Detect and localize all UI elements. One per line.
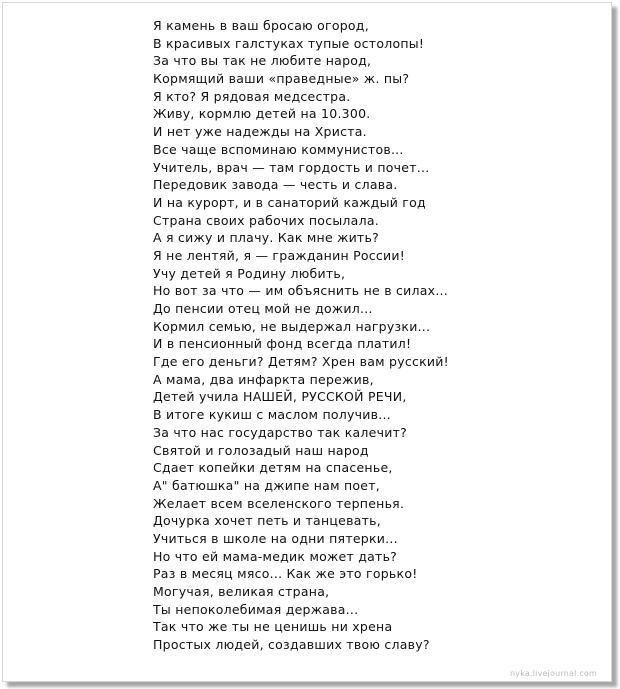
poem-line: Детей учила НАШЕЙ, РУССКОЙ РЕЧИ, (153, 389, 407, 405)
poem-line: Где его деньги? Детям? Хрен вам русский! (153, 354, 449, 370)
poem-line: И нет уже надежды на Христа. (153, 124, 367, 140)
watermark: nyka.livejournal.com (509, 669, 597, 678)
poem-line: Передовик завода — честь и слава. (153, 177, 398, 193)
poem-line: Кормил семью, не выдержал нагрузки... (153, 318, 431, 334)
poem-line: За что нас государство так калечит? (153, 424, 408, 440)
poem-line: Но вот за что — им объяснить не в силах... (153, 283, 448, 299)
poem-line: Сдает копейки детям на спасенье, (153, 460, 393, 476)
poem-line: Ты непоколебимая держава... (153, 601, 359, 617)
poem-line: Желает всем вселенского терпенья. (153, 495, 405, 511)
poem-line: Кормящий ваши «праведные» ж. пы? (153, 71, 410, 87)
poem-line: За что вы так не любите народ, (153, 53, 372, 69)
poem-line: Раз в месяц мясо... Как же это горько! (153, 566, 418, 582)
poem-line: Страна своих рабочих посылала. (153, 212, 379, 228)
poem-line: Могучая, великая страна, (153, 584, 330, 599)
poem-line: В красивых галстуках тупые остолопы! (153, 35, 425, 51)
poem-line: Так что же ты не ценишь ни хрена (153, 619, 393, 635)
poem-line: До пенсии отец мой не дожил... (153, 301, 373, 316)
poem-text (153, 17, 449, 654)
poem-line: Святой и голозадый наш народ (153, 442, 369, 458)
poem-line: А я сижу и плачу. Как мне жить? (153, 230, 380, 246)
poem-line: Я не лентяй, я — гражданин России! (153, 247, 406, 263)
poem-line: Все чаще вспоминаю коммунистов... (153, 141, 404, 157)
poem-line: Дочурка хочет петь и танцевать, (153, 513, 381, 529)
poem-line: В итоге кукиш с маслом получив... (153, 407, 391, 423)
poem-line: Учитель, врач — там гордость и почет... (153, 159, 430, 175)
poem-line: Простых людей, создавших твою славу? (153, 637, 430, 653)
poem-line: Живу, кормлю детей на 10.300. (153, 106, 371, 122)
poem-line: Учиться в школе на одни пятерки... (153, 530, 398, 546)
poem-line: И в пенсионный фонд всегда платил! (153, 336, 412, 352)
image-frame (2, 2, 612, 682)
poem-line: Я кто? Я рядовая медсестра. (153, 88, 351, 104)
poem-line: Но что ей мама-медик может дать? (153, 548, 398, 564)
poem-line: Учу детей я Родину любить, (153, 265, 346, 281)
poem-line: А мама, два инфаркта пережив, (153, 371, 374, 387)
poem-line: А" батюшка" на джипе нам поет, (153, 477, 380, 493)
poem-line: Я камень в ваш бросаю огород, (153, 18, 369, 33)
poem-line: И на курорт, и в санаторий каждый год (153, 194, 426, 210)
